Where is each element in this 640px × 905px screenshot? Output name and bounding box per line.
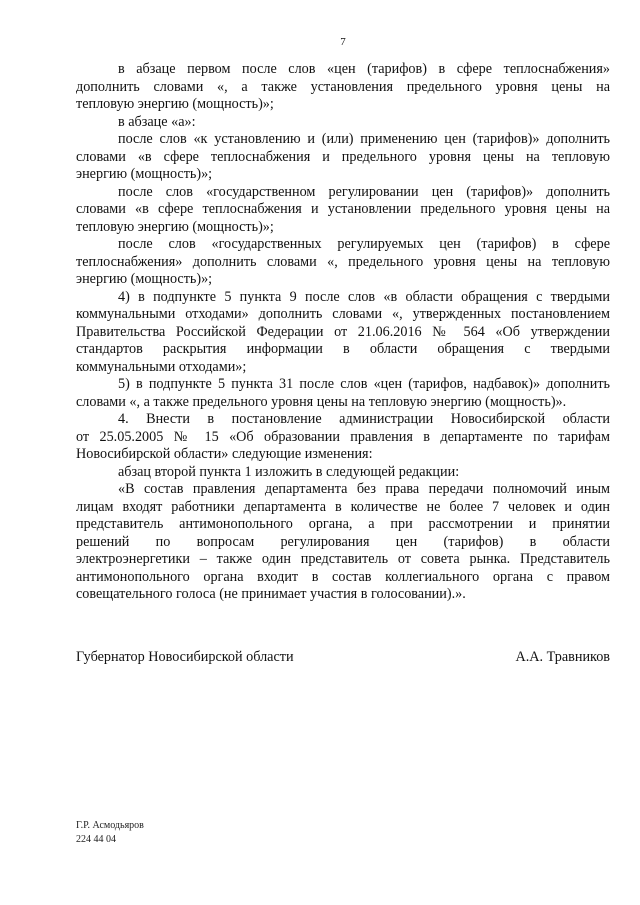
paragraph xyxy=(76,464,610,482)
paragraph xyxy=(76,61,610,114)
text-line: коммунальными отходами» дополнить словами «, утвержденных постановлением xyxy=(76,306,610,322)
text-line: энергию (мощность)»; xyxy=(76,166,213,182)
text-line: после слов «к установлению и (или) применению цен (тарифов)» дополнить xyxy=(118,131,610,147)
text-line: решений по вопросам регулирования цен (тарифов) в области xyxy=(76,533,610,550)
executor-info xyxy=(76,819,144,846)
text-line: словами «в сфере теплоснабжения и установлении предельного уровня цены на xyxy=(76,201,610,217)
executor-name: Г.Р. Асмодьяров xyxy=(76,820,144,831)
text-line: 5) в подпункте 5 пункта 31 после слов «цен (тарифов, надбавок)» дополнить xyxy=(118,376,610,392)
text-line: Правительства Российской Федерации от 21.06.2016 № 564 «Об утверждении xyxy=(76,323,610,340)
text-line: после слов «государственных регулируемых цен (тарифов) в сфере xyxy=(118,236,610,252)
paragraph xyxy=(76,114,610,132)
text-line: «В состав правления департамента без права передачи полномочий иным xyxy=(118,481,610,497)
text-line: от 25.05.2005 № 15 «Об образовании правления в департаменте по тарифам xyxy=(76,428,610,445)
text-line: словами «в сфере теплоснабжения и предельного уровня цены на тепловую xyxy=(76,148,610,165)
text-line: теплоснабжения» дополнить словами «, предельного уровня цены на тепловую xyxy=(76,253,610,270)
text-line: стандартов раскрытия информации в области обращения с твердыми xyxy=(76,341,610,357)
paragraph xyxy=(76,481,610,604)
text-line: 4) в подпункте 5 пункта 9 после слов «в области обращения с твердыми xyxy=(118,288,610,305)
text-line: в абзаце «а»: xyxy=(118,113,196,130)
paragraph xyxy=(76,289,610,377)
text-line: тепловую энергию (мощность)»; xyxy=(76,96,274,112)
text-line: Новосибирской области» следующие изменения: xyxy=(76,446,373,462)
text-line: антимонопольного органа входит в состав коллегиального органа с правом xyxy=(76,568,610,585)
text-line: тепловую энергию (мощность)»; xyxy=(76,218,274,235)
page-number: 7 xyxy=(340,36,346,48)
text-line: представитель антимонопольного органа, а при рассмотрении и принятии xyxy=(76,516,610,532)
paragraph xyxy=(76,411,610,464)
signature-title: Губернатор Новосибирской области xyxy=(76,649,294,665)
text-line: лицам входят работники департамента в количестве не более 7 человек и один xyxy=(76,498,610,515)
text-line: 4. Внести в постановление администрации Новосибирской области xyxy=(118,411,610,427)
executor-phone: 224 44 04 xyxy=(76,833,116,845)
text-line: энергию (мощность)»; xyxy=(76,271,213,287)
paragraph xyxy=(76,236,610,289)
text-line: совещательного голоса (не принимает участия в голосовании).». xyxy=(76,586,466,602)
text-line: электроэнергетики – также один представитель от совета рынка. Представитель xyxy=(76,551,610,567)
text-line: в абзаце первом после слов «цен (тарифов) в сфере теплоснабжения» xyxy=(118,61,610,77)
text-line: абзац второй пункта 1 изложить в следующей редакции: xyxy=(118,463,460,480)
paragraph xyxy=(76,184,610,237)
signature-name: А.А. Травников xyxy=(515,649,610,665)
text-line: после слов «государственном регулировании цен (тарифов)» дополнить xyxy=(118,183,610,200)
text-line: коммунальными отходами»; xyxy=(76,358,247,375)
text-line: дополнить словами «, а также установления предельного уровня цены на xyxy=(76,78,610,95)
document-body xyxy=(76,61,610,604)
paragraph xyxy=(76,131,610,184)
paragraph xyxy=(76,376,610,411)
text-line: словами «, а также предельного уровня цены на тепловую энергию (мощность)». xyxy=(76,393,567,410)
signature-block xyxy=(76,649,610,667)
